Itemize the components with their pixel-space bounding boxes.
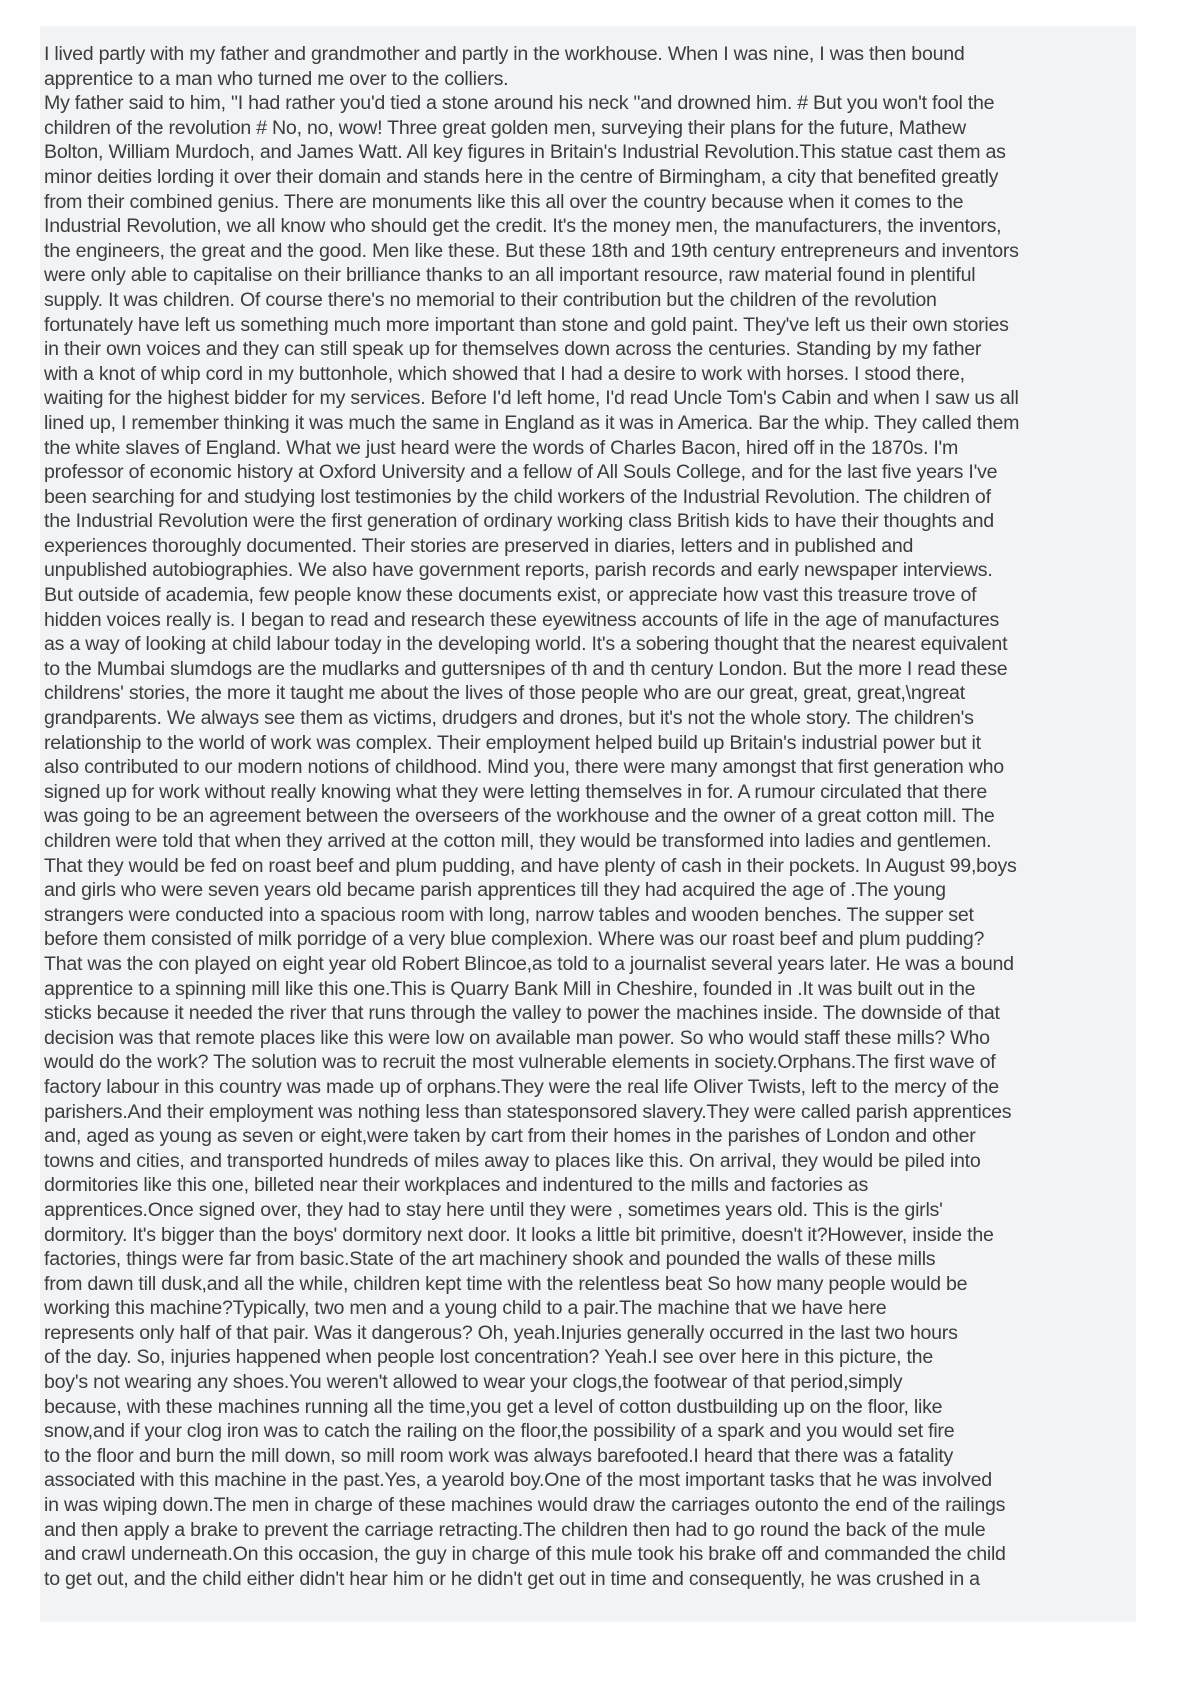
text-block bbox=[40, 26, 1136, 1622]
transcript-text: I lived partly with my father and grandmother and partly in the workhouse. When I was nine, I was then bound apprentice to a man who turned me over to the colliers. My father said to him, "I had rather you'd tied a stone around his neck "and drowned him. # But you won't fool the children of the revolution # No, no, wow! Three great golden men, surveying their plans for the future, Mathew Bolton, William Murdoch, and James Watt. All key figures in Britain's Industrial Revolution.This statue cast them as minor deities lording it over their domain and stands here in the centre of Birmingham, a city that benefited greatly from their combined genius. There are monuments like this all over the country because when it comes to the Industrial Revolution, we all know who should get the credit. It's the money men, the manufacturers, the inventors, the engineers, the great and the good. Men like these. But these 18th and 19th century entrepreneurs and inventors were only able to capitalise on their brilliance thanks to an all important resource, raw material found in plentiful supply. It was children. Of course there's no memorial to their contribution but the children of the revolution fortunately have left us something much more important than stone and gold paint. They've left us their own stories in their own voices and they can still speak up for themselves down across the centuries. Standing by my father with a knot of whip cord in my buttonhole, which showed that I had a desire to work with horses. I stood there, waiting for the highest bidder for my services. Before I'd left home, I'd read Uncle Tom's Cabin and when I saw us all lined up, I remember thinking it was much the same in England as it was in America. Bar the whip. They called them the white slaves of England. What we just heard were the words of Charles Bacon, hired off in the 1870s. I'm professor of economic history at Oxford University and a fellow of All Souls College, and for the last five years I've been searching for and studying lost testimonies by the child workers of the Industrial Revolution. The children of the Industrial Revolution were the first generation of ordinary working class British kids to have their thoughts and experiences thoroughly documented. Their stories are preserved in diaries, letters and in published and unpublished autobiographies. We also have government reports, parish records and early newspaper interviews. But outside of academia, few people know these documents exist, or appreciate how vast this treasure trove of hidden voices really is. I began to read and research these eyewitness accounts of life in the age of manufactures as a way of looking at child labour today in the developing world. It's a sobering thought that the nearest equivalent to the Mumbai slumdogs are the mudlarks and guttersnipes of th and th century London. But the more I read these childrens' stories, the more it taught me about the lives of those people who are our great, great, great,\ngreat grandparents. We always see them as victims, drudgers and drones, but it's not the whole story. The children's relationship to the world of work was complex. Their employment helped build up Britain's industrial power but it also contributed to our modern notions of childhood. Mind you, there were many amongst that first generation who signed up for work without really knowing what they were letting themselves in for. A rumour circulated that there was going to be an agreement between the overseers of the workhouse and the owner of a great cotton mill. The children were told that when they arrived at the cotton mill, they would be transformed into ladies and gentlemen. That they would be fed on roast beef and plum pudding, and have plenty of cash in their pockets. In August 99,boys and girls who were seven years old became parish apprentices till they had acquired the age of .The young strangers were conducted into a spacious room with long, narrow tables and wooden benches. The supper set before them consisted of milk porridge of a very blue complexion. Where was our roast beef and plum pudding? That was the con played on eight year old Robert Blincoe,as told to a journalist several years later. He was a bound apprentice to a spinning mill like this one.This is Quarry Bank Mill in Cheshire, founded in .It was built out in the sticks because it needed the river that runs through the valley to power the machines inside. The downside of that decision was that remote places like this were low on available man power. So who would staff these mills? Who would do the work? The solution was to recruit the most vulnerable elements in society.Orphans.The first wave of factory labour in this country was made up of orphans.They were the real life Oliver Twists, left to the mercy of the parishers.And their employment was nothing less than statesponsored slavery.They were called parish apprentices and, aged as young as seven or eight,were taken by cart from their homes in the parishes of London and other towns and cities, and transported hundreds of miles away to places like this. On arrival, they would be piled into dormitories like this one, billeted near their workplaces and indentured to the mills and factories as apprentices.Once signed over, they had to stay here until they were , sometimes years old. This is the girls' dormitory. It's bigger than the boys' dormitory next door. It looks a little bit primitive, doesn't it?However, inside the factories, things were far from basic.State of the art machinery shook and pounded the walls of these mills from dawn till dusk,and all the while, children kept time with the relentless beat So how many people would be working this machine?Typically, two men and a young child to a pair.The machine that we have here represents only half of that pair. Was it dangerous? Oh, yeah.Injuries generally occurred in the last two hours of the day. So, injuries happened when people lost concentration? Yeah.I see over here in this picture, the boy's not wearing any shoes.You weren't allowed to wear your clogs,the footwear of that period,simply because, with these machines running all the time,you get a level of cotton dustbuilding up on the floor, like snow,and if your clog iron was to catch the railing on the floor,the possibility of a spark and you would set fire to the floor and burn the mill down, so mill room work was always barefooted.I heard that there was a fatality associated with this machine in the past.Yes, a yearold boy.One of the most important tasks that he was involved in was wiping down.The men in charge of these machines would draw the carriages outonto the end of the railings and then apply a brake to prevent the carriage retracting.The children then had to go round the back of the mule and crawl underneath.On this occasion, the guy in charge of this mule took his brake off and commanded the child to get out, and the child either didn't hear him or he didn't get out in time and consequently, he was crushed in a bbox=[44, 43, 1020, 1590]
